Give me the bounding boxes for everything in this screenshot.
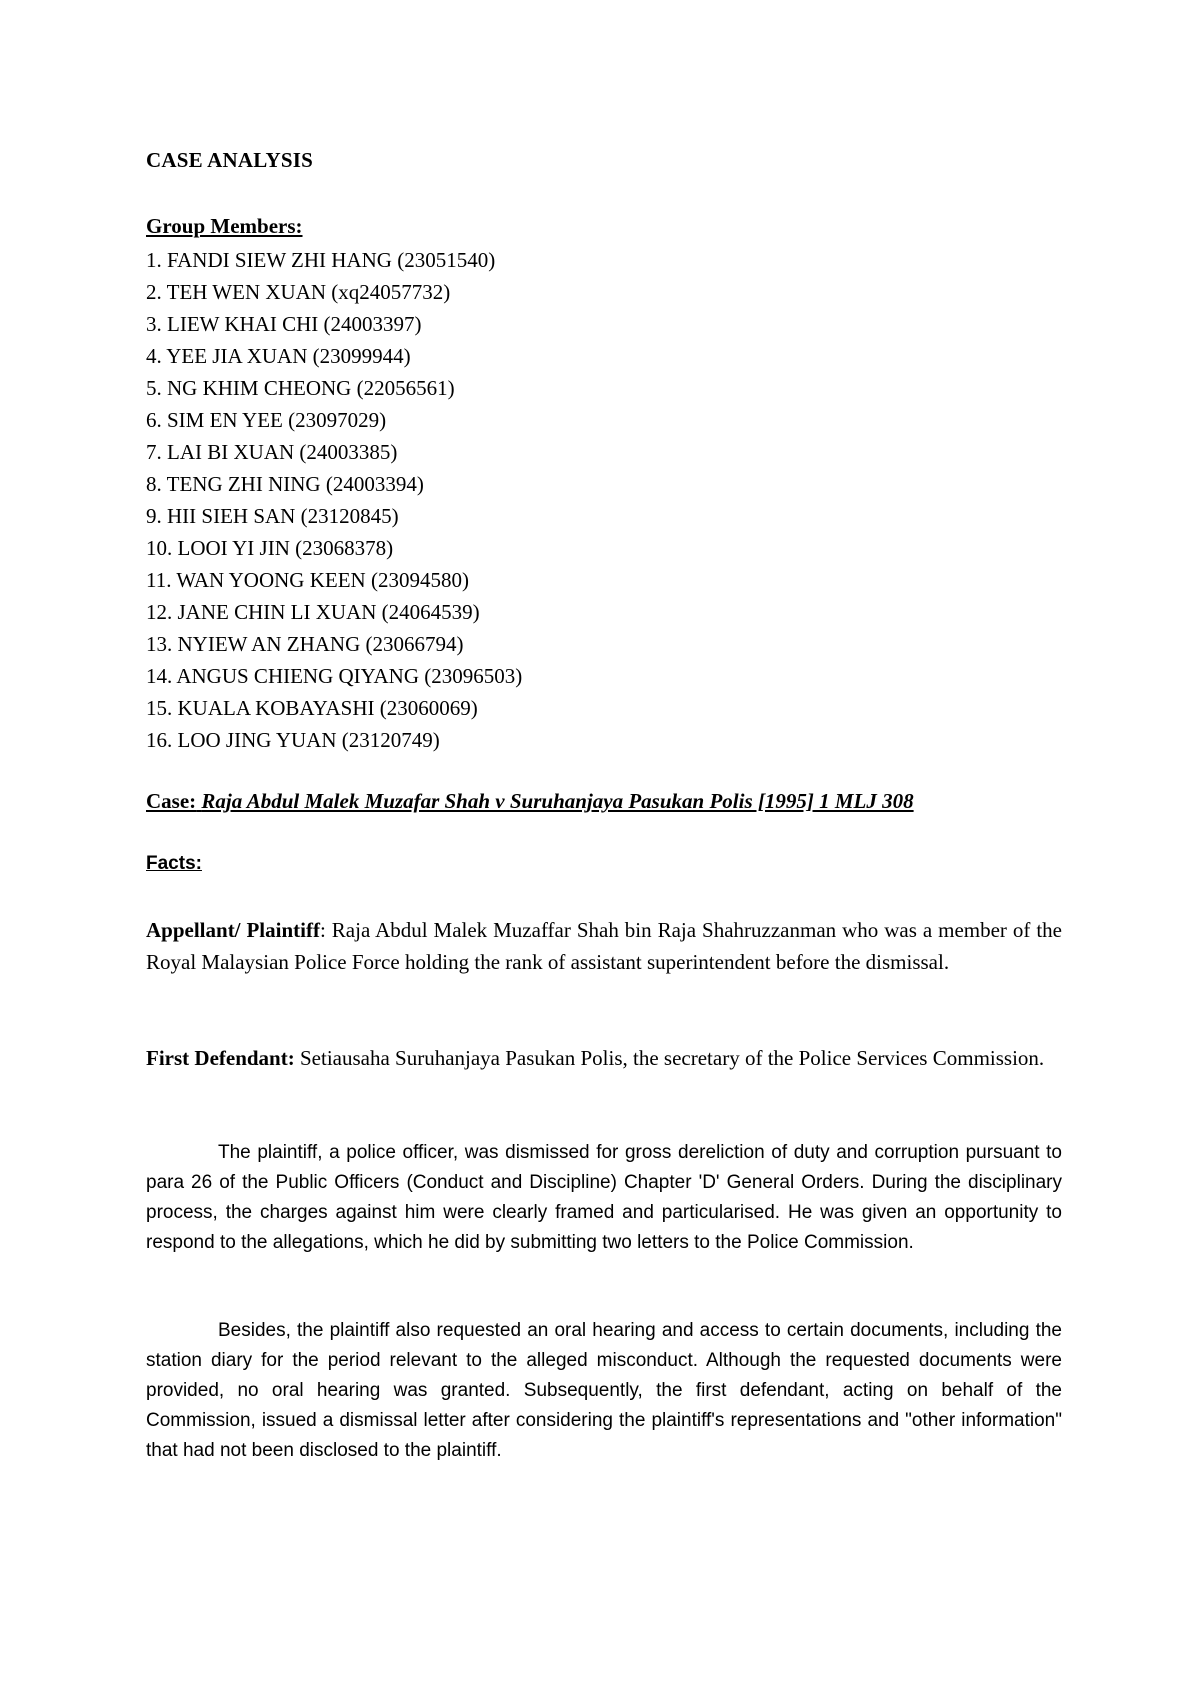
appellant-label: Appellant/ Plaintiff [146,918,320,942]
defendant-text: Setiausaha Suruhanjaya Pasukan Polis, the secretary of the Police Services Commission. [294,1046,1045,1070]
case-citation: Raja Abdul Malek Muzafar Shah v Suruhanjaya Pasukan Polis [1995] 1 MLJ 308 [201,789,914,813]
case-label: Case: [146,789,197,813]
member-item: 5. NG KHIM CHEONG (22056561) [146,376,455,400]
member-item: 15. KUALA KOBAYASHI (23060069) [146,696,478,720]
member-item: 13. NYIEW AN ZHANG (23066794) [146,632,464,656]
member-item: 16. LOO JING YUAN (23120749) [146,728,440,752]
appellant-paragraph [146,914,1062,978]
member-item: 4. YEE JIA XUAN (23099944) [146,344,411,368]
member-item: 3. LIEW KHAI CHI (24003397) [146,312,422,336]
group-members-list [146,244,522,756]
member-item: 1. FANDI SIEW ZHI HANG (23051540) [146,248,496,272]
case-heading [146,789,914,814]
member-item: 12. JANE CHIN LI XUAN (24064539) [146,600,480,624]
facts-paragraph-2: Besides, the plaintiff also requested an oral hearing and access to certain documents, including the station diary for the period relevant to the alleged misconduct. Although the requested documents were provided, no oral hearing was granted. Subsequently, the first defendant, acting on behalf of the Commission, issued a dismissal letter after considering the plaintiff's representations and "other information" that had not been disclosed to the plaintiff. [146,1320,1062,1461]
facts-heading: Facts: [146,853,202,874]
group-members-heading: Group Members: [146,214,303,238]
member-item: 8. TENG ZHI NING (24003394) [146,472,424,496]
facts-paragraph-1: The plaintiff, a police officer, was dismissed for gross dereliction of duty and corruption pursuant to para 26 of the Public Officers (Conduct and Discipline) Chapter 'D' General Orders. During the disciplinary process, the charges against him were clearly framed and particularised. He was given an opportunity to respond to the allegations, which he did by submitting two letters to the Police Commission. [146,1142,1062,1253]
member-item: 14. ANGUS CHIENG QIYANG (23096503) [146,664,523,688]
document-title: CASE ANALYSIS [146,148,313,172]
member-item: 2. TEH WEN XUAN (xq24057732) [146,280,451,304]
member-item: 9. HII SIEH SAN (23120845) [146,504,399,528]
member-item: 7. LAI BI XUAN (24003385) [146,440,398,464]
member-item: 11. WAN YOONG KEEN (23094580) [146,568,469,592]
member-item: 6. SIM EN YEE (23097029) [146,408,387,432]
defendant-label: First Defendant: [146,1046,295,1070]
defendant-paragraph [146,1042,1062,1074]
member-item: 10. LOOI YI JIN (23068378) [146,536,394,560]
appellant-text: : Raja Abdul Malek Muzaffar Shah bin Raja Shahruzzanman who was a member of the Royal Malaysian Police Force holding the rank of assistant superintendent before the dismissal. [146,918,1062,974]
